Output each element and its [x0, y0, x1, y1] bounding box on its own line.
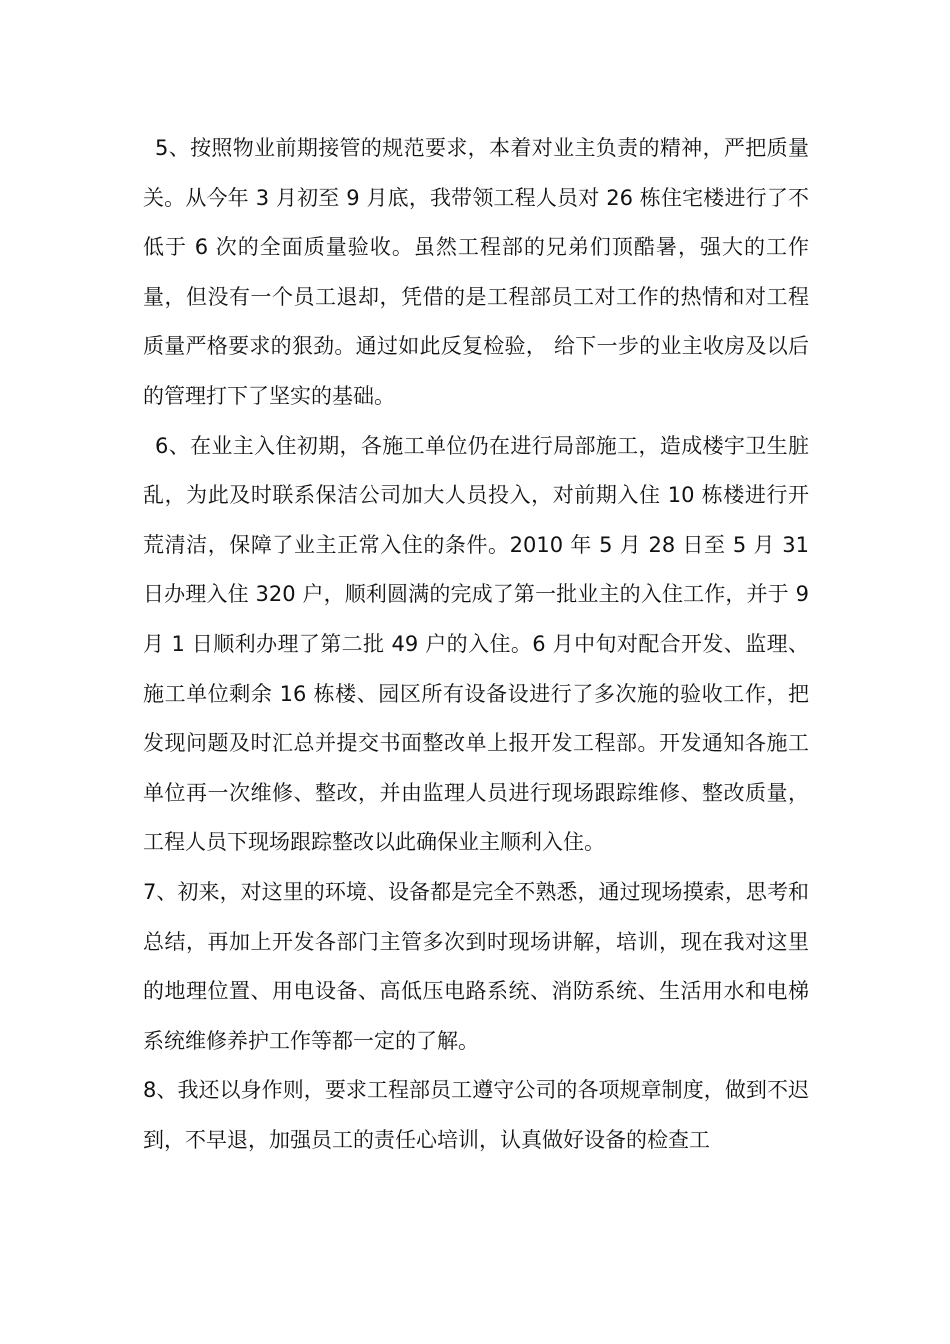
- paragraph-item-6: 6、在业主入住初期，各施工单位仍在进行局部施工，造成楼宇卫生脏乱，为此及时联系保洁公司加大人员投入，对前期入住 10 栋楼进行开荒清洁，保障了业主正常入住的条件。2010 年 5 月 28 日至 5 月 31 日办理入住 320 户，顺利圆满的完成了第一批业主的入住工作，并于 9 月 1 日顺利办理了第二批 49 户的入住。6 月中旬对配合开发、监理、施工单位剩余 16 栋楼、园区所有设备设进行了多次施的验收工作，把发现问题及时汇总并提交书面整改单上报开发工程部。开发通知各施工单位再一次维修、整改，并由监理人员进行现场跟踪维修、整改质量，工程人员下现场跟踪整改以此确保业主顺利入住。: [143, 433, 809, 855]
- paragraph-item-7: 7、初来，对这里的环境、设备都是完全不熟悉，通过现场摸索，思考和总结，再加上开发各部门主管多次到时现场讲解，培训，现在我对这里的地理位置、用电设备、高低压电路系统、消防系统、生活用水和电梯系统维修养护工作等都一定的了解。: [143, 879, 809, 1053]
- paragraph-item-5: 5、按照物业前期接管的规范要求，本着对业主负责的精神，严把质量关。从今年 3 月初至 9 月底，我带领工程人员对 26 栋住宅楼进行了不低于 6 次的全面质量验收。虽然工程部的兄弟们顶酷暑，强大的工作量，但没有一个员工退却，凭借的是工程部员工对工作的热情和对工程质量严格要求的狠劲。通过如此反复检验， 给下一步的业主收房及以后的管理打下了坚实的基础。: [143, 136, 809, 408]
- document-body: [143, 124, 809, 1165]
- paragraph-item-8: 8、我还以身作则，要求工程部员工遵守公司的各项规章制度，做到不迟到，不早退，加强员工的责任心培训，认真做好设备的检查工: [143, 1078, 809, 1152]
